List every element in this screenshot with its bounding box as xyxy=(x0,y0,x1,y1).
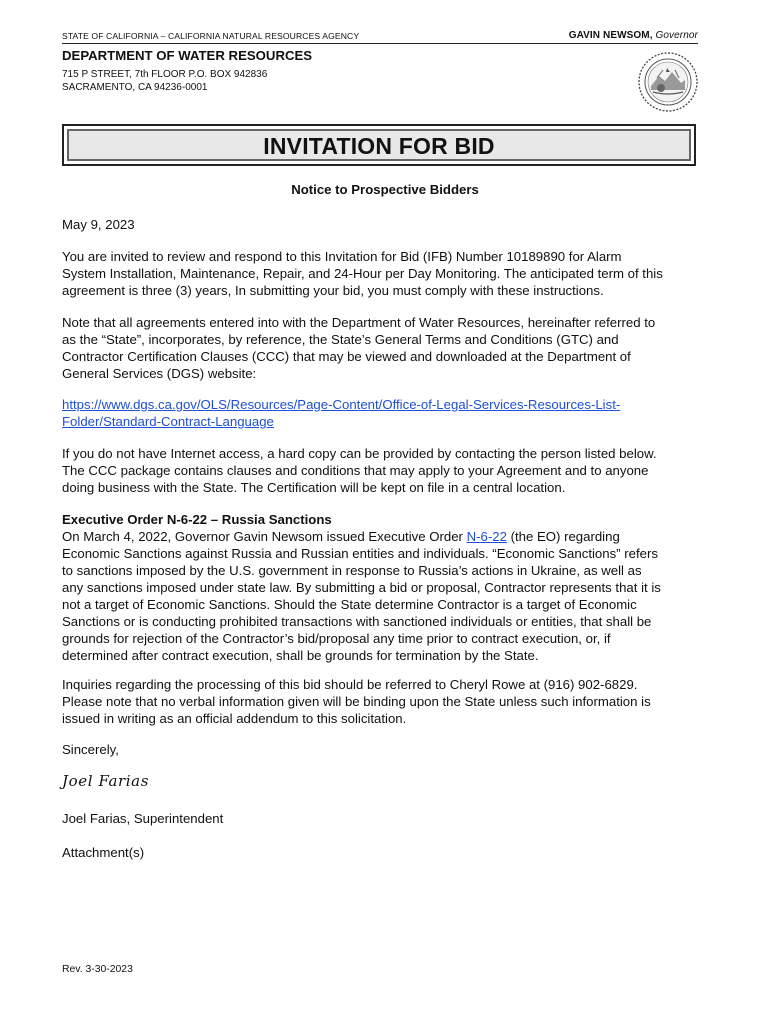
paragraph-terms xyxy=(62,314,702,382)
paragraph-line: agreement is three (3) years, In submitting your bid, you must comply with these instructions. xyxy=(62,283,604,298)
paragraph-line: Note that all agreements entered into with the Department of Water Resources, hereinafter referred to xyxy=(62,315,656,330)
dgs-link-line-1[interactable]: https://www.dgs.ca.gov/OLS/Resources/Page-Content/Office-of-Legal-Services-Resources-List- xyxy=(62,397,621,412)
paragraph-line: Please note that no verbal information given will be binding upon the State unless such information is xyxy=(62,694,651,709)
paragraph-intro xyxy=(62,248,702,299)
paragraph-line: doing business with the State. The Certification will be kept on file in a central location. xyxy=(62,480,566,495)
paragraph-line: General Services (DGS) website: xyxy=(62,366,257,381)
paragraph-hardcopy xyxy=(62,445,702,496)
paragraph-line: The CCC package contains clauses and conditions that may apply to your Agreement and to anyone xyxy=(62,463,649,478)
paragraph-line: determined after contract execution, shall be grounds for termination by the State. xyxy=(62,648,539,663)
executive-order-section xyxy=(62,511,702,664)
address-line-1: 715 P STREET, 7th FLOOR P.O. BOX 942836 xyxy=(62,69,268,80)
eo-text-after: (the EO) regarding xyxy=(506,529,620,544)
notice-heading: Notice to Prospective Bidders xyxy=(291,182,479,197)
executive-order-link[interactable]: N-6-22 xyxy=(466,529,507,544)
paragraph-line: Sanctions or is conducting prohibited transactions with sanctioned individuals or entities, that shall be xyxy=(62,614,652,629)
executive-order-heading: Executive Order N-6-22 – Russia Sanctions xyxy=(62,512,332,527)
agency-name: STATE OF CALIFORNIA – CALIFORNIA NATURAL RESOURCES AGENCY xyxy=(62,31,360,41)
paragraph-line: issued in writing as an official addendum to this solicitation. xyxy=(62,711,407,726)
eo-text-before: On March 4, 2022, Governor Gavin Newsom issued Executive Order xyxy=(62,529,467,544)
header-divider xyxy=(62,43,698,44)
governor-name: GAVIN NEWSOM, xyxy=(568,30,653,41)
paragraph-line: grounds for rejection of the Contractor’s bid/proposal any time prior to contract execution, or, if xyxy=(62,631,611,646)
paragraph-line: to sanctions imposed by the U.S. government in response to Russia’s actions in Ukraine, as well as xyxy=(62,563,642,578)
paragraph-line: You are invited to review and respond to this Invitation for Bid (IFB) Number 10189890 for Alarm xyxy=(62,249,622,264)
letter-date: May 9, 2023 xyxy=(62,217,135,232)
signer-name: Joel Farias, Superintendent xyxy=(62,811,224,826)
paragraph-line: not a target of Economic Sanctions. Should the State determine Contractor is a target of Economic xyxy=(62,597,637,612)
paragraph-line: any sanctions imposed under state law. By submitting a bid or proposal, Contractor represents that it is xyxy=(62,580,661,595)
handwritten-signature: Joel Farias xyxy=(62,772,150,790)
department-name: DEPARTMENT OF WATER RESOURCES xyxy=(62,48,313,63)
dgs-link-line-2[interactable]: Folder/Standard-Contract-Language xyxy=(62,414,274,429)
title-banner xyxy=(62,124,696,166)
paragraph-inquiries xyxy=(62,676,702,727)
paragraph-line: Contractor Certification Clauses (CCC) that may be viewed and downloaded at the Department of xyxy=(62,349,631,364)
state-seal-icon xyxy=(637,50,699,114)
agency-header xyxy=(62,31,698,43)
attachments-label: Attachment(s) xyxy=(62,845,145,860)
paragraph-line: Economic Sanctions against Russia and Russian entities and individuals. “Economic Sanctions” refers xyxy=(62,546,658,561)
dgs-link-block xyxy=(62,396,702,430)
page-title: INVITATION FOR BID xyxy=(263,133,495,159)
closing: Sincerely, xyxy=(62,742,119,757)
governor-line xyxy=(569,30,698,41)
paragraph-line: If you do not have Internet access, a hard copy can be provided by contacting the person listed below. xyxy=(62,446,657,461)
paragraph-line: Inquiries regarding the processing of this bid should be referred to Cheryl Rowe at (916) 902-6829. xyxy=(62,677,638,692)
address-line-2: SACRAMENTO, CA 94236-0001 xyxy=(62,82,208,93)
paragraph-line: as the “State”, incorporates, by reference, the State’s General Terms and Conditions (GTC) and xyxy=(62,332,619,347)
paragraph-line: System Installation, Maintenance, Repair, and 24-Hour per Day Monitoring. The anticipated term of this xyxy=(62,266,663,281)
paragraph-line xyxy=(62,528,702,545)
governor-title: Governor xyxy=(655,30,698,41)
revision-label: Rev. 3-30-2023 xyxy=(62,964,133,975)
